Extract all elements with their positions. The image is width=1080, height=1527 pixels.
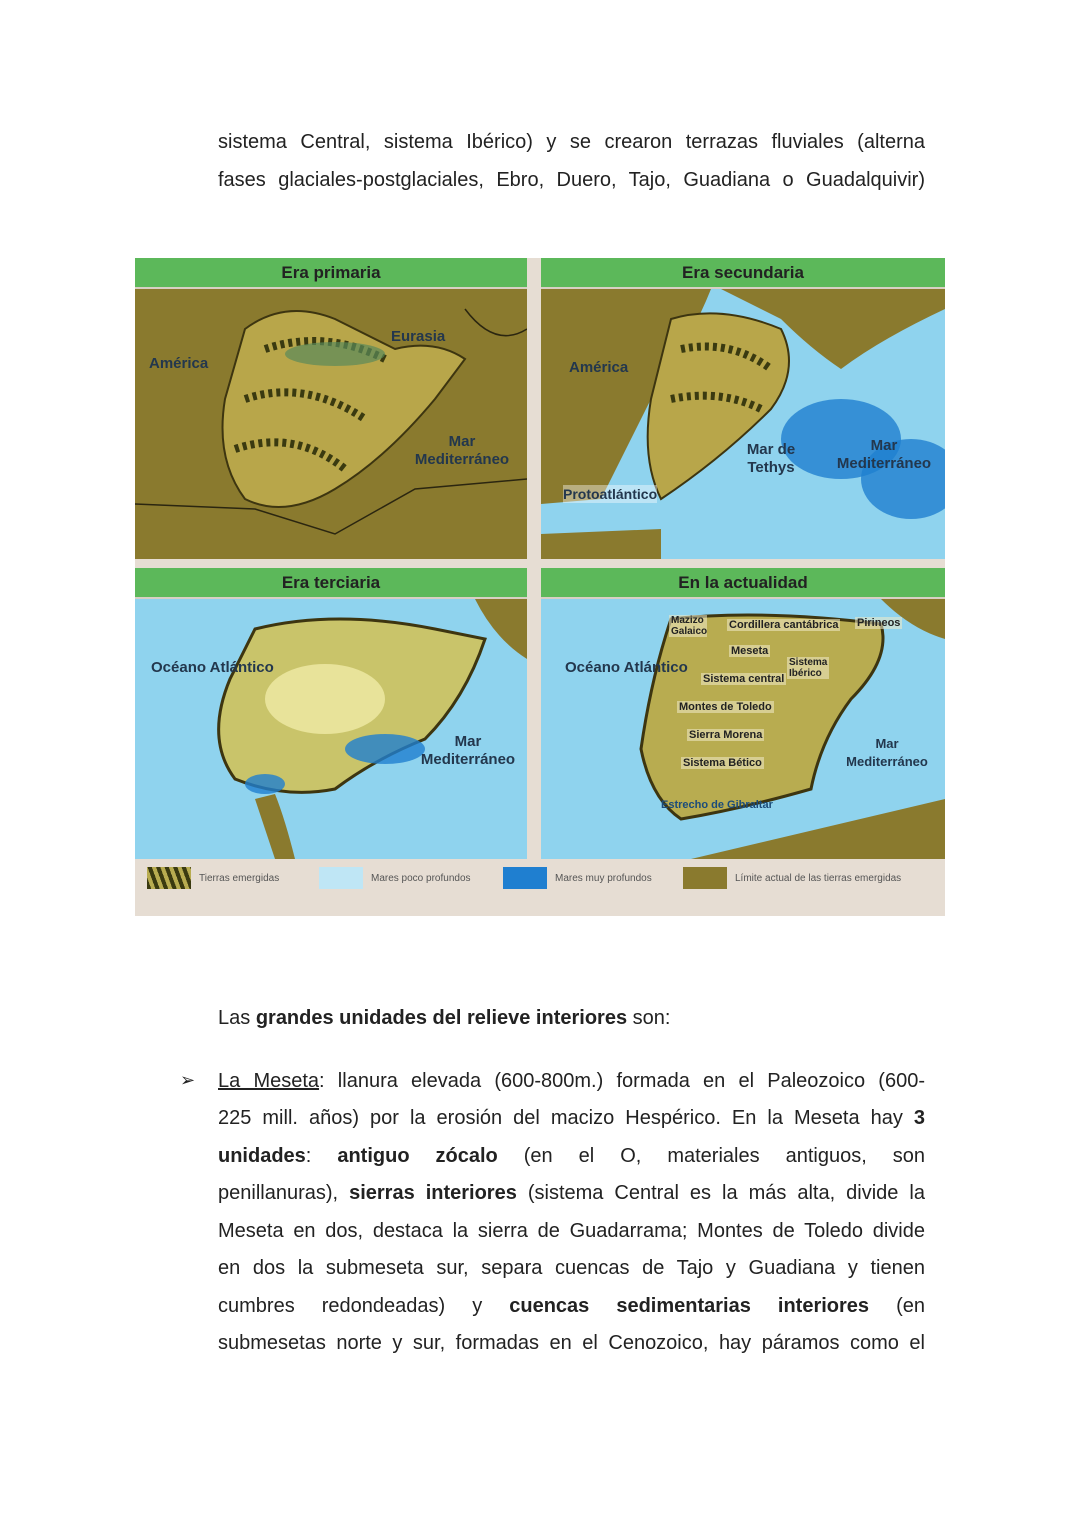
bold-text: unidades (218, 1145, 306, 1167)
legend-swatch (319, 867, 363, 889)
text-segment: fases glaciales-postglaciales, Ebro, Duero, Tajo, Guadiana o Guadalquivir) (218, 169, 925, 191)
label-america: América (569, 359, 629, 376)
label-mar-mediterraneo: Mar Mediterráneo (836, 437, 932, 472)
text-line (218, 1181, 925, 1205)
panel-title: En la actualidad (541, 568, 945, 599)
label-estrecho-de-gibraltar: Estrecho de Gibraltar (661, 799, 773, 811)
text-line (218, 1294, 925, 1318)
label-pirineos: Pirineos (857, 617, 901, 629)
legend-label: Tierras emergidas (199, 872, 280, 884)
text-line (218, 1106, 925, 1130)
text-segment: 225 mill. años) por la erosión del macizo Hespérico. En la Meseta hay (218, 1107, 914, 1129)
legend-item (319, 866, 471, 890)
map-legend (135, 858, 945, 916)
label-oceano-atlantico: Océano Atlántico (151, 659, 274, 676)
label-protoatlantico: Protoatlántico (563, 486, 658, 502)
text-segment: sistema Central, sistema Ibérico) y se crearon terrazas fluviales (alterna (218, 131, 925, 153)
label-sistema-central: Sistema central (703, 673, 785, 685)
label-oceano-atlantico: Océano Atlántico (565, 659, 688, 676)
legend-label: Mares poco profundos (371, 872, 471, 884)
panel-title: Era terciaria (135, 568, 527, 599)
label-mar-mediterraneo: Mar Mediterráneo (414, 433, 510, 468)
bold-text: sierras interiores (349, 1182, 517, 1204)
label-cordillera-cantabrica: Cordillera cantábrica (729, 619, 839, 631)
text-segment: : llanura elevada (600-800m.) formada en el Paleozoico (600- (319, 1070, 925, 1092)
text-line (218, 1006, 925, 1030)
legend-swatch (147, 867, 191, 889)
bold-text: 3 (913, 1107, 925, 1129)
text-segment: (sistema Central es la más alta, divide la (516, 1182, 925, 1204)
map-era-terciaria (135, 599, 527, 859)
label-mar-mediterraneo: Mar Mediterráneo (846, 736, 928, 769)
map-graphic (541, 289, 945, 559)
legend-swatch (683, 867, 727, 889)
label-eurasia: Eurasia (391, 328, 446, 345)
legend-label: Mares muy profundos (555, 872, 652, 884)
text-segment: son: (627, 1007, 671, 1029)
label-america: América (149, 355, 209, 372)
text-segment: en dos la submeseta sur, separa cuencas de Tajo y Guadiana y tienen (218, 1257, 925, 1279)
map-era-secundaria (541, 289, 945, 559)
panel-en-la-actualidad (541, 568, 945, 859)
text-line (218, 1219, 925, 1243)
legend-swatch (503, 867, 547, 889)
bold-text: grandes unidades del relieve interiores (255, 1007, 628, 1029)
text-line (218, 1069, 925, 1093)
text-line (218, 168, 925, 192)
label-mar-mediterraneo: Mar Mediterráneo (420, 733, 516, 768)
label-sierra-morena: Sierra Morena (689, 729, 763, 741)
panel-title: Era secundaria (541, 258, 945, 289)
text-line (218, 130, 925, 154)
bullet-arrow-icon: ➢ (180, 1070, 196, 1090)
text-segment: penillanuras), (218, 1182, 350, 1204)
text-line (218, 1331, 925, 1355)
text-line (218, 1144, 925, 1168)
map-en-la-actualidad (541, 599, 945, 859)
text-segment: Las (218, 1007, 256, 1029)
label-montes-de-toledo: Montes de Toledo (679, 701, 772, 713)
panel-era-primaria (135, 258, 527, 559)
bold-text: cuencas sedimentarias interiores (509, 1295, 870, 1317)
bold-text: antiguo zócalo (337, 1145, 498, 1167)
map-graphic (135, 599, 527, 859)
label-mazizo-galaico: Mazizo Galaico (671, 615, 708, 637)
panel-era-terciaria (135, 568, 527, 859)
map-era-primaria (135, 289, 527, 559)
text-segment: cumbres redondeadas) y (218, 1295, 510, 1317)
legend-item (147, 866, 279, 890)
text-segment: Meseta en dos, destaca la sierra de Guadarrama; Montes de Toledo divide (218, 1220, 925, 1242)
text-segment: submesetas norte y sur, formadas en el Cenozoico, hay páramos como el (218, 1332, 925, 1354)
text-segment: (en el O, materiales antiguos, son (497, 1145, 925, 1167)
map-graphic (135, 289, 527, 559)
text-segment: (en (869, 1295, 925, 1317)
text-line (218, 1256, 925, 1280)
label-meseta: Meseta (731, 645, 769, 657)
panel-title: Era primaria (135, 258, 527, 289)
term-la-meseta: La Meseta (218, 1070, 320, 1092)
panel-era-secundaria (541, 258, 945, 559)
legend-item (503, 866, 652, 890)
label-sistema-betico: Sistema Bético (683, 757, 762, 769)
text-segment: : (305, 1145, 338, 1167)
legend-item (683, 866, 901, 890)
legend-label: Límite actual de las tierras emergidas (735, 872, 902, 884)
geologic-eras-map-figure (135, 258, 945, 916)
label-mar-de-tethys: Mar de Tethys (746, 441, 796, 476)
label-sistema-iberico: Sistema Ibérico (789, 657, 828, 679)
